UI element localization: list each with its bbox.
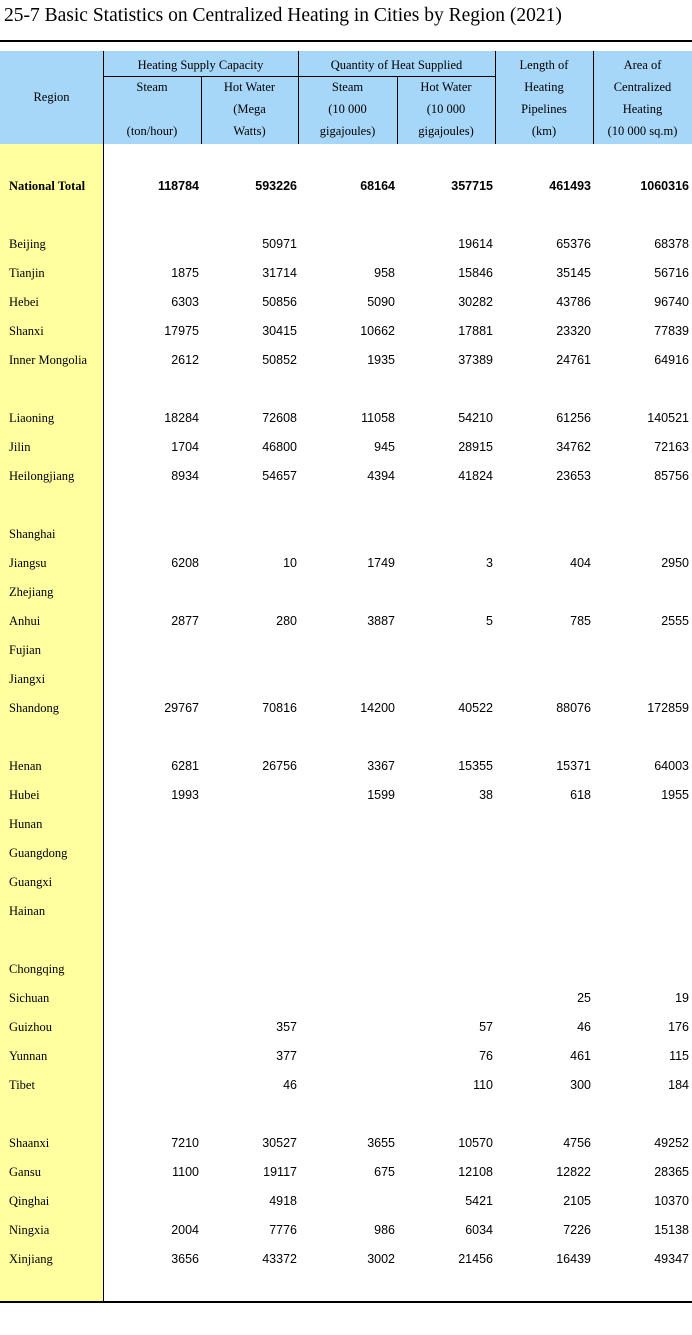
header-pipelines-line3: Pipelines	[521, 102, 567, 116]
value-cell: 35145	[556, 266, 591, 280]
value-cell: 300	[570, 1078, 591, 1092]
value-cell: 28915	[458, 440, 493, 454]
region-name: Jiangxi	[9, 672, 46, 686]
table-row	[0, 259, 692, 288]
header-pipelines-unit: (km)	[531, 124, 557, 138]
table-row	[0, 752, 692, 781]
value-cell: 10370	[654, 1194, 689, 1208]
value-cell: 50856	[262, 295, 297, 309]
value-cell: 6208	[171, 556, 199, 570]
region-name: Guizhou	[9, 1020, 53, 1034]
table-row	[0, 694, 692, 723]
table-row	[0, 1245, 692, 1274]
value-cell: 1955	[661, 788, 689, 802]
value-cell: 593226	[255, 179, 297, 193]
table-row	[0, 1013, 692, 1042]
value-cell: 46	[283, 1078, 297, 1092]
header-area-unit: (10 000 sq.m)	[607, 124, 678, 138]
region-name: Tibet	[9, 1078, 35, 1092]
table-row	[0, 346, 692, 375]
value-cell: 1704	[171, 440, 199, 454]
value-cell: 7776	[269, 1223, 297, 1237]
value-cell: 2004	[171, 1223, 199, 1237]
value-cell: 4394	[367, 469, 395, 483]
bottom-rule	[0, 1301, 692, 1303]
value-cell: 30415	[262, 324, 297, 338]
value-cell: 184	[668, 1078, 689, 1092]
header-cap-hw-line2: (Mega	[233, 102, 266, 116]
value-cell: 2555	[661, 614, 689, 628]
region-name: Xinjiang	[9, 1252, 53, 1266]
value-cell: 2612	[171, 353, 199, 367]
header-cap-hw-line3: Watts)	[233, 124, 266, 138]
value-cell: 19117	[263, 1165, 297, 1179]
value-cell: 3887	[367, 614, 395, 628]
value-cell: 70816	[262, 701, 297, 715]
header-qty-hw-line1: Hot Water	[420, 80, 472, 94]
value-cell: 88076	[556, 701, 591, 715]
table-row	[0, 839, 692, 868]
region-name: Hainan	[9, 904, 46, 918]
value-cell: 1993	[171, 788, 199, 802]
header-area-line2: Centralized	[613, 80, 672, 94]
value-cell: 6034	[465, 1223, 493, 1237]
value-cell: 15846	[458, 266, 493, 280]
value-cell: 96740	[654, 295, 689, 309]
value-cell: 172859	[647, 701, 689, 715]
table-row	[0, 1129, 692, 1158]
table-row	[0, 1158, 692, 1187]
header-cap-steam-line1: Steam	[136, 80, 168, 94]
region-name: Sichuan	[9, 991, 50, 1005]
region-name: Hubei	[9, 788, 40, 802]
value-cell: 10	[283, 556, 297, 570]
value-cell: 1100	[172, 1165, 199, 1179]
table-row	[0, 520, 692, 549]
value-cell: 30527	[262, 1136, 297, 1150]
table-row	[0, 404, 692, 433]
value-cell: 1060316	[640, 179, 689, 193]
region-name: Anhui	[9, 614, 41, 628]
region-name: Heilongjiang	[9, 469, 75, 483]
value-cell: 10662	[360, 324, 395, 338]
region-name: Shanghai	[9, 527, 56, 541]
header-qty-steam-line3: gigajoules)	[319, 124, 376, 138]
value-cell: 3	[486, 556, 493, 570]
value-cell: 57	[479, 1020, 493, 1034]
value-cell: 5421	[465, 1194, 493, 1208]
header-pipelines-line2: Heating	[524, 80, 564, 94]
region-name: Chongqing	[9, 962, 65, 976]
value-cell: 115	[669, 1049, 689, 1063]
header-area-line1: Area of	[623, 58, 662, 72]
table-row	[0, 578, 692, 607]
value-cell: 4918	[269, 1194, 297, 1208]
value-cell: 23320	[556, 324, 591, 338]
value-cell: 31714	[262, 266, 297, 280]
value-cell: 34762	[556, 440, 591, 454]
header-qty-hw-line2: (10 000	[426, 102, 466, 116]
table-row	[0, 665, 692, 694]
region-name: Shandong	[9, 701, 59, 715]
value-cell: 46	[577, 1020, 591, 1034]
table-row	[0, 781, 692, 810]
value-cell: 19	[675, 991, 689, 1005]
region-name: Guangdong	[9, 846, 68, 860]
table-row	[0, 433, 692, 462]
table-row	[0, 955, 692, 984]
value-cell: 68164	[360, 179, 395, 193]
value-cell: 3656	[171, 1252, 199, 1266]
table-row	[0, 230, 692, 259]
value-cell: 21456	[458, 1252, 493, 1266]
header-qty-steam-line2: (10 000	[328, 102, 367, 116]
value-cell: 3002	[367, 1252, 395, 1266]
value-cell: 16439	[556, 1252, 591, 1266]
page-title: 25-7 Basic Statistics on Centralized Heating in Cities by Region (2021)	[4, 5, 562, 26]
value-cell: 12108	[458, 1165, 493, 1179]
value-cell: 76	[479, 1049, 493, 1063]
value-cell: 61256	[556, 411, 591, 425]
value-cell: 38	[479, 788, 493, 802]
table-row	[0, 868, 692, 897]
region-name: Hunan	[9, 817, 43, 831]
table-row	[0, 1042, 692, 1071]
value-cell: 65376	[556, 237, 591, 251]
value-cell: 2105	[563, 1194, 591, 1208]
value-cell: 1749	[367, 556, 395, 570]
region-name: Gansu	[9, 1165, 41, 1179]
value-cell: 28365	[654, 1165, 689, 1179]
header-group-capacity: Heating Supply Capacity	[137, 58, 264, 72]
value-cell: 110	[473, 1078, 493, 1092]
region-name: Guangxi	[9, 875, 53, 889]
region-name: Liaoning	[9, 411, 55, 425]
value-cell: 43786	[556, 295, 591, 309]
value-cell: 3655	[367, 1136, 395, 1150]
value-cell: 6281	[171, 759, 199, 773]
value-cell: 49252	[654, 1136, 689, 1150]
table-row	[0, 984, 692, 1013]
value-cell: 118784	[157, 179, 199, 193]
value-cell: 5	[486, 614, 493, 628]
region-name: Ningxia	[9, 1223, 50, 1237]
region-name: National Total	[9, 179, 86, 193]
value-cell: 54210	[458, 411, 493, 425]
value-cell: 23653	[556, 469, 591, 483]
value-cell: 7210	[171, 1136, 199, 1150]
header-cap-hw-line1: Hot Water	[223, 80, 276, 94]
table-row	[0, 1071, 692, 1100]
value-cell: 12822	[556, 1165, 591, 1179]
region-name: Tianjin	[9, 266, 45, 280]
table-row	[0, 462, 692, 491]
value-cell: 2950	[661, 556, 689, 570]
value-cell: 461	[570, 1049, 591, 1063]
table-row-total	[0, 172, 692, 201]
value-cell: 50971	[262, 237, 297, 251]
value-cell: 6303	[171, 295, 199, 309]
table-row	[0, 1187, 692, 1216]
table-row	[0, 549, 692, 578]
value-cell: 958	[374, 266, 395, 280]
table-row	[0, 810, 692, 839]
table-header	[0, 51, 692, 144]
value-cell: 675	[374, 1165, 395, 1179]
value-cell: 19614	[458, 237, 493, 251]
value-cell: 5090	[367, 295, 395, 309]
value-cell: 25	[577, 991, 591, 1005]
table-row	[0, 897, 692, 926]
value-cell: 785	[570, 614, 591, 628]
value-cell: 29767	[164, 701, 199, 715]
region-name: Jilin	[9, 440, 31, 454]
value-cell: 280	[276, 614, 297, 628]
value-cell: 17975	[164, 324, 199, 338]
value-cell: 357715	[451, 179, 493, 193]
value-cell: 49347	[654, 1252, 689, 1266]
value-cell: 77839	[654, 324, 689, 338]
value-cell: 26756	[262, 759, 297, 773]
region-name: Yunnan	[9, 1049, 48, 1063]
table-row	[0, 636, 692, 665]
value-cell: 40522	[458, 701, 493, 715]
value-cell: 41824	[458, 469, 493, 483]
region-name: Inner Mongolia	[9, 353, 88, 367]
value-cell: 15138	[654, 1223, 689, 1237]
value-cell: 17881	[458, 324, 493, 338]
region-name: Zhejiang	[9, 585, 54, 599]
value-cell: 72163	[654, 440, 689, 454]
value-cell: 64916	[654, 353, 689, 367]
value-cell: 377	[276, 1049, 297, 1063]
region-name: Shanxi	[9, 324, 44, 338]
value-cell: 11058	[361, 411, 395, 425]
header-group-quantity: Quantity of Heat Supplied	[330, 58, 463, 72]
value-cell: 68378	[654, 237, 689, 251]
header-qty-steam-line1: Steam	[331, 80, 364, 94]
header-qty-hw-line3: gigajoules)	[418, 124, 474, 138]
value-cell: 945	[374, 440, 395, 454]
value-cell: 43372	[262, 1252, 297, 1266]
value-cell: 30282	[458, 295, 493, 309]
value-cell: 64003	[654, 759, 689, 773]
value-cell: 85756	[654, 469, 689, 483]
value-cell: 56716	[654, 266, 689, 280]
value-cell: 37389	[458, 353, 493, 367]
table-row	[0, 288, 692, 317]
value-cell: 1875	[171, 266, 199, 280]
value-cell: 1599	[367, 788, 395, 802]
value-cell: 140521	[647, 411, 689, 425]
value-cell: 2877	[171, 614, 199, 628]
value-cell: 7226	[563, 1223, 591, 1237]
value-cell: 15355	[458, 759, 493, 773]
table-row	[0, 607, 692, 636]
table-row	[0, 1216, 692, 1245]
region-name: Hebei	[9, 295, 39, 309]
value-cell: 357	[276, 1020, 297, 1034]
value-cell: 176	[668, 1020, 689, 1034]
value-cell: 986	[374, 1223, 395, 1237]
value-cell: 72608	[262, 411, 297, 425]
value-cell: 3367	[367, 759, 395, 773]
value-cell: 54657	[262, 469, 297, 483]
table-row	[0, 317, 692, 346]
value-cell: 4756	[563, 1136, 591, 1150]
header-region: Region	[33, 90, 70, 104]
header-cap-steam-unit: (ton/hour)	[126, 124, 178, 138]
value-cell: 24761	[556, 353, 591, 367]
value-cell: 8934	[171, 469, 199, 483]
region-name: Shaanxi	[9, 1136, 50, 1150]
value-cell: 618	[570, 788, 591, 802]
value-cell: 50852	[262, 353, 297, 367]
value-cell: 1935	[367, 353, 395, 367]
title-rule	[0, 40, 692, 42]
value-cell: 404	[570, 556, 591, 570]
region-name: Jiangsu	[9, 556, 47, 570]
region-name: Qinghai	[9, 1194, 50, 1208]
region-name: Henan	[9, 759, 42, 773]
region-name: Beijing	[9, 237, 46, 251]
value-cell: 10570	[458, 1136, 493, 1150]
header-area-line3: Heating	[622, 102, 663, 116]
value-cell: 46800	[262, 440, 297, 454]
value-cell: 15371	[556, 759, 591, 773]
value-cell: 18284	[164, 411, 199, 425]
region-name: Fujian	[9, 643, 41, 657]
value-cell: 14200	[360, 701, 395, 715]
header-pipelines-line1: Length of	[519, 58, 569, 72]
value-cell: 461493	[549, 179, 591, 193]
